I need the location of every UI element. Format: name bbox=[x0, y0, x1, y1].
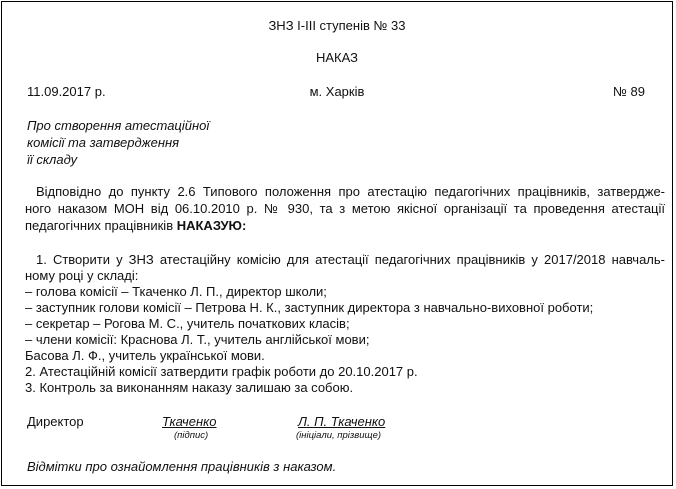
signer-name: Л. П. Ткаченко bbox=[298, 414, 386, 429]
order-city: м. Харків bbox=[309, 84, 365, 99]
commission-member: Басова Л. Ф., учитель української мови. bbox=[25, 348, 265, 363]
commission-member: – заступник голови комісії – Петрова Н. К., заступник директора з навчально-виховної роботи; bbox=[25, 300, 594, 315]
order-date: 11.09.2017 р. bbox=[27, 84, 106, 99]
preamble-line: ного наказом МОН від 06.10.2010 р. № 930, та з метою якісної організації та проведення атестації bbox=[25, 201, 665, 216]
signer-position: Директор bbox=[27, 414, 84, 429]
order-keyword: НАКАЗУЮ: bbox=[176, 218, 247, 233]
preamble-text: педагогічних працівників bbox=[25, 218, 177, 233]
item-1-line: 1. Створити у ЗНЗ атестаційну комісію для атестації педагогічних працівників у 2017/2018 навчаль- bbox=[36, 252, 665, 267]
subject-line: її складу bbox=[27, 152, 78, 167]
document-type-title: НАКАЗ bbox=[315, 50, 358, 65]
item-2: 2. Атестаційній комісії затвердити графік роботи до 20.10.2017 р. bbox=[25, 364, 418, 379]
signature: Ткаченко bbox=[162, 414, 217, 429]
preamble-line bbox=[25, 218, 246, 234]
subject-line: Про створення атестаційної bbox=[27, 118, 210, 133]
commission-member: – голова комісії – Ткаченко Л. П., директор школи; bbox=[25, 284, 327, 299]
preamble-line: Відповідно до пункту 2.6 Типового положення про атестацію педагогічних працівників, затверджe- bbox=[36, 184, 665, 199]
order-document bbox=[1, 1, 673, 486]
item-3: 3. Контроль за виконанням наказу залишаю за собою. bbox=[25, 380, 354, 395]
acknowledgement-note: Відмітки про ознайомлення працівників з наказом. bbox=[27, 459, 337, 474]
subject-line: комісії та затвердження bbox=[27, 135, 180, 150]
name-caption: (ініціали, прізвище) bbox=[296, 430, 382, 441]
item-1-line: ному році у складі: bbox=[25, 268, 139, 283]
commission-member: – секретар – Рогова М. С., учитель початкових класів; bbox=[25, 316, 350, 331]
signature-caption: (підпис) bbox=[174, 430, 209, 441]
institution-name: ЗНЗ І-ІІІ ступенів № 33 bbox=[268, 18, 406, 33]
commission-member: – члени комісії: Краснова Л. Т., учитель англійської мови; bbox=[25, 332, 370, 347]
order-number: № 89 bbox=[612, 84, 645, 99]
